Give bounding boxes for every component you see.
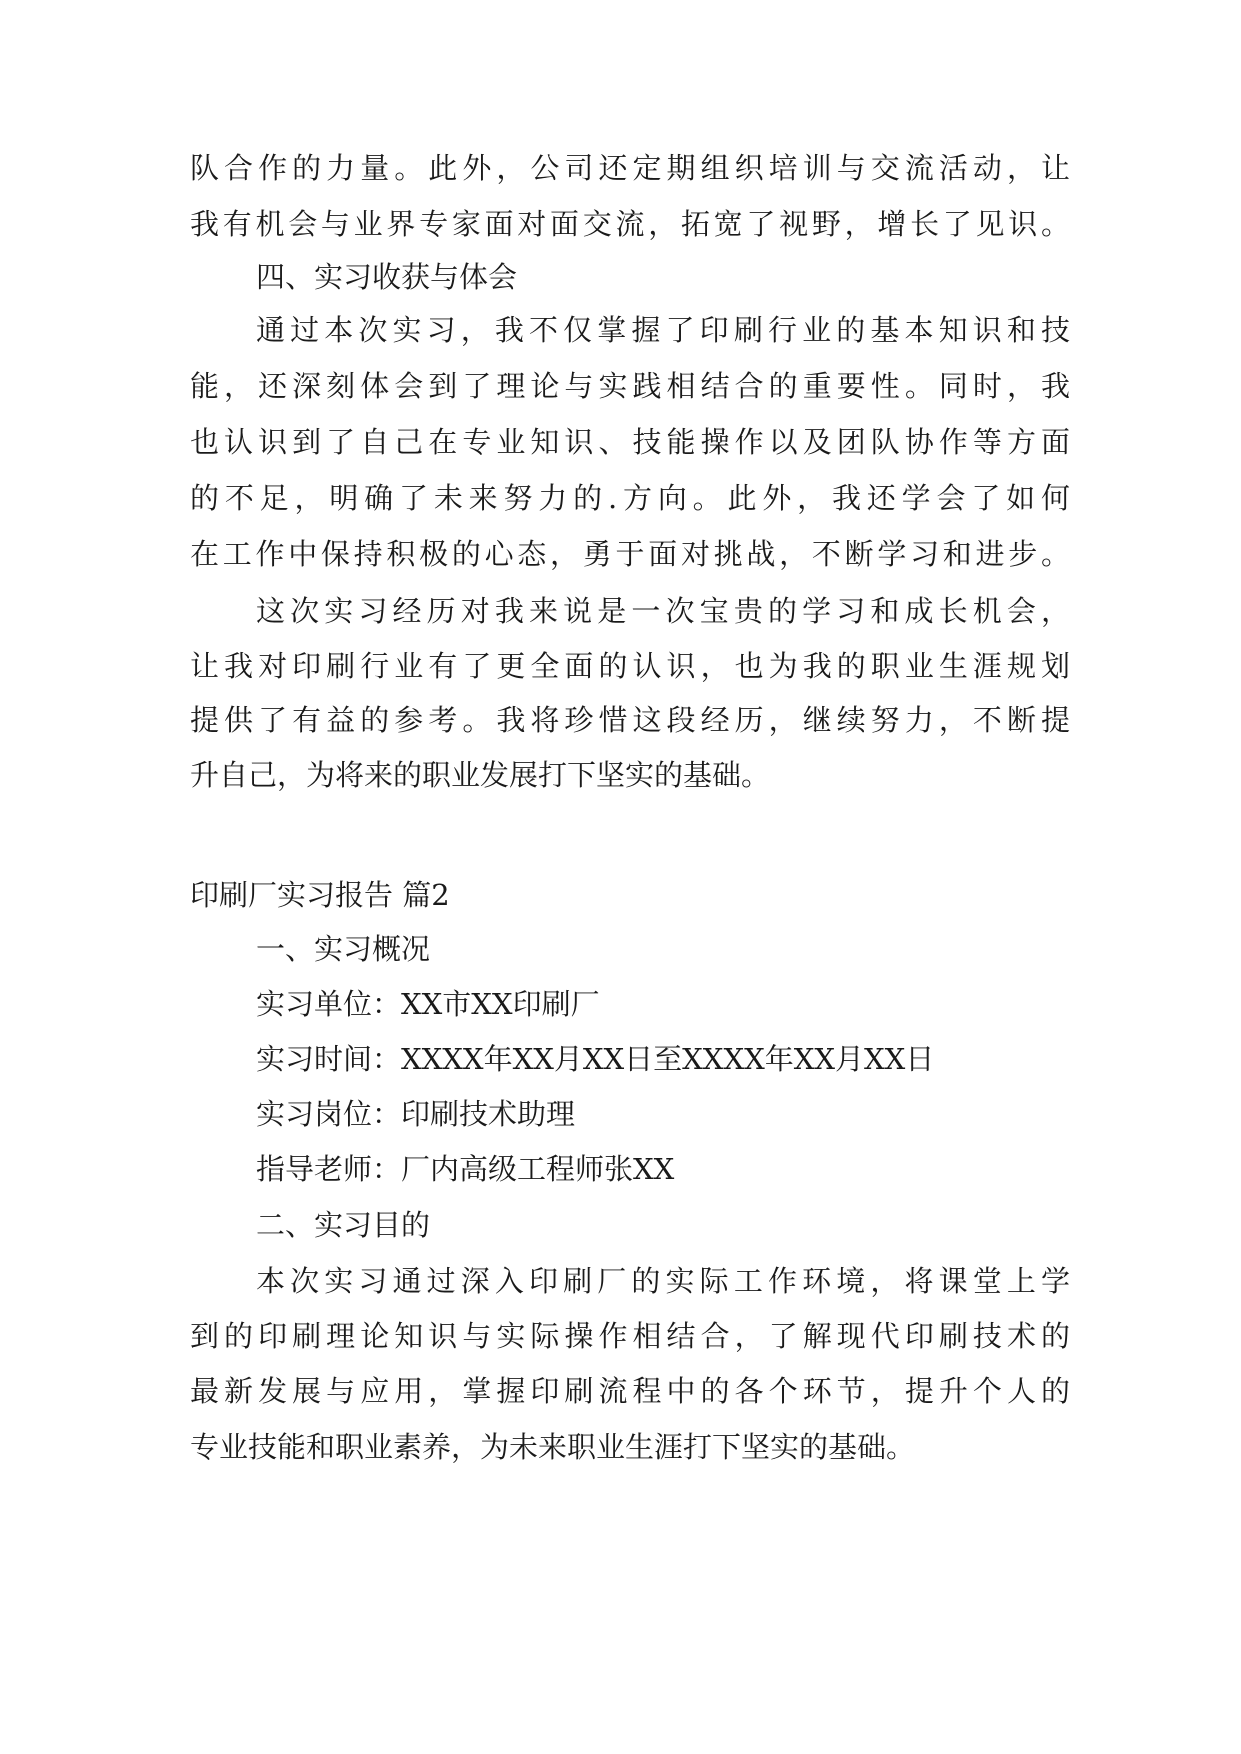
text-line: 这次实习经历对我来说是一次宝贵的学习和成长机会， (256, 594, 1070, 628)
text-line: 提供了有益的参考。我将珍惜这段经历，继续努力，不断提 (190, 703, 1070, 737)
text-line: 最新发展与应用，掌握印刷流程中的各个环节，提升个人的 (190, 1374, 1070, 1408)
text-line: 的不足，明确了未来努力的.方向。此外，我还学会了如何 (190, 481, 1070, 515)
section-heading: 四、实习收获与体会 (256, 260, 518, 294)
section-heading: 二、实习目的 (256, 1208, 431, 1242)
text-line: 本次实习通过深入印刷厂的实际工作环境，将课堂上学 (256, 1264, 1070, 1298)
text-line: 升自己，为将来的职业发展打下坚实的基础。 (190, 758, 771, 792)
text-line: 能，还深刻体会到了理论与实践相结合的重要性。同时，我 (190, 369, 1070, 403)
info-time: 实习时间：XXXX年XX月XX日至XXXX年XX月XX日 (256, 1042, 935, 1076)
text-line: 在工作中保持积极的心态，勇于面对挑战，不断学习和进步。 (190, 537, 1070, 571)
text-line: 让我对印刷行业有了更全面的认识，也为我的职业生涯规划 (190, 649, 1070, 683)
text-line: 队合作的力量。此外，公司还定期组织培训与交流活动，让 (190, 151, 1070, 185)
text-line: 也认识到了自己在专业知识、技能操作以及团队协作等方面 (190, 425, 1070, 459)
info-unit: 实习单位：XX市XX印刷厂 (256, 987, 600, 1021)
text-line: 我有机会与业界专家面对面交流，拓宽了视野，增长了见识。 (190, 207, 1070, 241)
text-line: 专业技能和职业素养，为未来职业生涯打下坚实的基础。 (190, 1430, 916, 1464)
info-mentor: 指导老师：厂内高级工程师张XX (256, 1152, 675, 1186)
text-line: 通过本次实习，我不仅掌握了印刷行业的基本知识和技 (256, 313, 1070, 347)
info-position: 实习岗位：印刷技术助理 (256, 1097, 576, 1131)
report-title: 印刷厂实习报告 篇2 (190, 878, 450, 912)
text-line: 到的印刷理论知识与实际操作相结合，了解现代印刷技术的 (190, 1319, 1070, 1353)
section-heading: 一、实习概况 (256, 932, 431, 966)
